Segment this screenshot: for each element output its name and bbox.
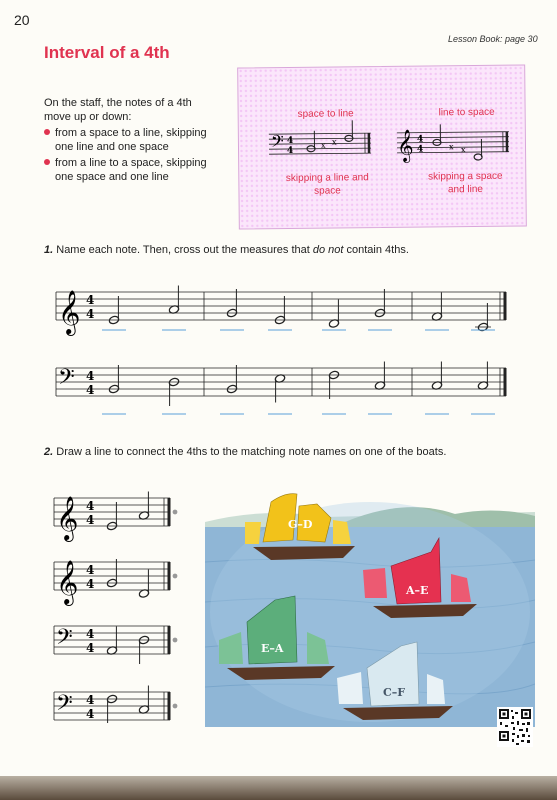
time-sig-top: 4 <box>286 135 294 146</box>
question-2-staves <box>0 470 200 750</box>
callout-left-caption: skipping a line and space <box>285 172 369 197</box>
callout-right-label: line to space <box>438 106 495 119</box>
intro-text: On the staff, the notes of a 4th move up or down: <box>44 97 192 123</box>
question-1-text-b: contain 4ths. <box>343 244 409 256</box>
question-2-text: Draw a line to connect the 4ths to the matching note names on one of the boats. <box>56 446 447 458</box>
question-2 <box>44 446 446 458</box>
bullet-text: from a space to a line, skipping one line and one space <box>55 127 207 153</box>
time-sig-top: 4 <box>86 369 95 383</box>
callout-note-space <box>474 154 482 160</box>
bullet-text: from a line to a space, skipping one space and one line <box>55 157 207 183</box>
boat-label: G–D <box>288 518 313 531</box>
bass-clef-icon: 𝄢 <box>58 365 75 395</box>
time-sig-top: 4 <box>416 134 424 145</box>
connect-dot[interactable] <box>173 510 178 515</box>
treble-clef-icon: 𝄞 <box>396 128 414 162</box>
bullet-line-to-space <box>44 156 244 184</box>
treble-clef-icon: 𝄞 <box>56 560 79 604</box>
bullet-space-to-line <box>44 126 244 154</box>
question-1-text-a: Name each note. Then, cross out the measures that <box>56 244 313 256</box>
question-1-number: 1. <box>44 244 54 256</box>
boat-label: A–E <box>406 584 429 597</box>
treble-clef-icon: 𝄞 <box>58 290 81 334</box>
lesson-book-reference: Lesson Book: page 30 <box>448 34 538 44</box>
time-sig-top: 4 <box>86 627 95 641</box>
skip-mark-x: x <box>320 140 326 150</box>
time-sig-top: 4 <box>86 293 95 307</box>
connect-dot[interactable] <box>173 638 178 643</box>
bass-clef-icon: 𝄢 <box>56 625 73 655</box>
q2-staff <box>54 559 177 606</box>
page-bottom-edge <box>0 776 557 800</box>
boat-label: E–A <box>261 642 284 655</box>
time-sig-bottom: 4 <box>86 577 95 591</box>
qr-code-icon <box>497 707 533 747</box>
time-sig-bottom: 4 <box>86 707 95 721</box>
q2-staff <box>54 686 177 724</box>
skip-mark-x: x <box>460 145 466 155</box>
time-sig-bottom: 4 <box>86 513 95 527</box>
question-1-staves <box>0 270 557 430</box>
question-2-number: 2. <box>44 446 54 458</box>
bass-clef-icon: 𝄢 <box>56 691 73 721</box>
page-title: Interval of a 4th <box>44 43 170 62</box>
page-number: 20 <box>14 12 30 28</box>
q2-staff <box>54 492 177 543</box>
time-sig-bottom: 4 <box>86 383 95 397</box>
callout-left-label: space to line <box>297 108 354 120</box>
time-sig-bottom: 4 <box>416 144 424 155</box>
question-1-emphasis: do not <box>312 244 344 256</box>
question-1 <box>44 244 409 256</box>
callout-bass-staff <box>269 133 371 154</box>
time-sig-bottom: 4 <box>86 641 95 655</box>
connect-dot[interactable] <box>173 704 178 709</box>
boats-illustration <box>205 482 535 727</box>
interval-callout-box <box>237 64 527 229</box>
time-sig-top: 4 <box>86 693 95 707</box>
skip-mark-x: x <box>448 142 454 152</box>
q2-staff <box>54 625 177 664</box>
treble-clef-icon: 𝄞 <box>56 496 79 540</box>
callout-staves <box>238 66 526 229</box>
boat-label: C–F <box>383 686 406 699</box>
time-sig-top: 4 <box>86 563 95 577</box>
time-sig-bottom: 4 <box>86 307 95 321</box>
time-sig-bottom: 4 <box>286 145 294 156</box>
bullet-dot <box>44 159 50 165</box>
bass-clef-icon: 𝄢 <box>270 131 284 156</box>
connect-dot[interactable] <box>173 574 178 579</box>
callout-right-caption: skipping a space and line <box>428 170 503 196</box>
skip-mark-x: x <box>331 137 337 147</box>
time-sig-top: 4 <box>86 499 95 513</box>
bullet-dot <box>44 129 50 135</box>
